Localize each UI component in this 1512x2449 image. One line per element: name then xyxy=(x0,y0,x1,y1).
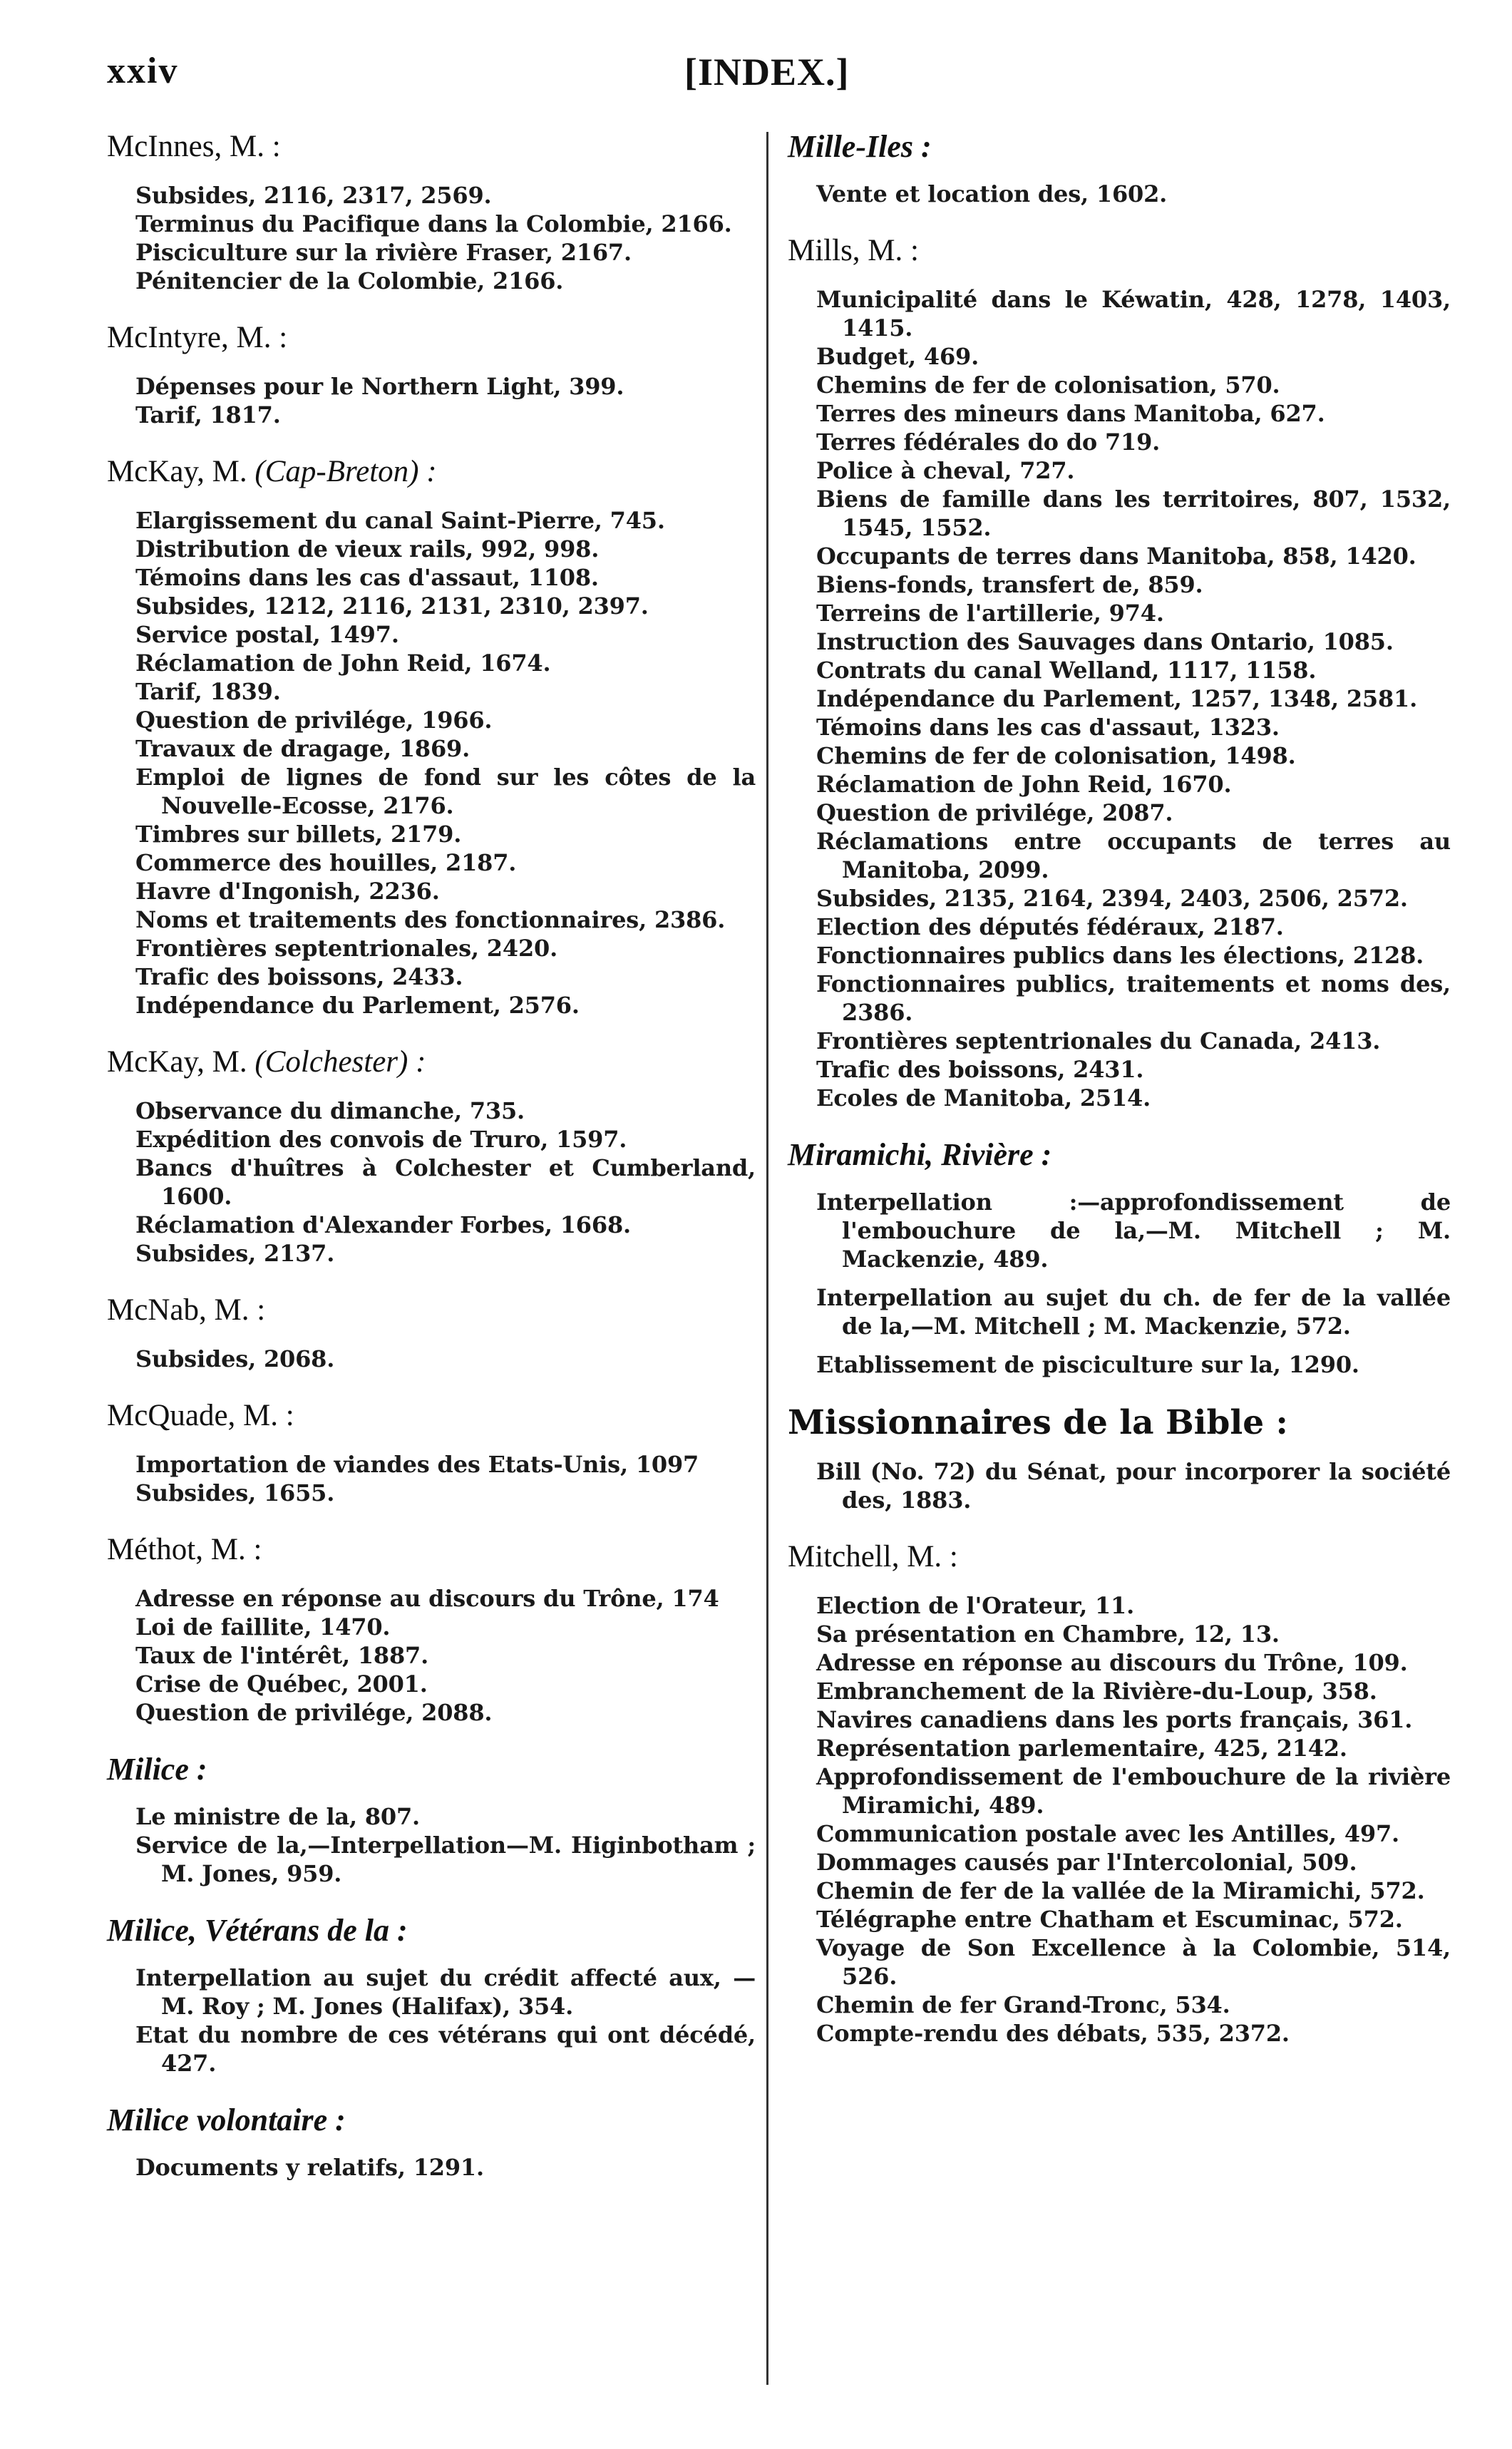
index-entry: Subsides, 2135, 2164, 2394, 2403, 2506, 2572. xyxy=(816,885,1408,912)
index-entry: Témoins dans les cas d'assaut, 1108. xyxy=(135,564,599,591)
index-entry: Interpellation au sujet du crédit affecté aux, —M. Roy ; M. Jones (Halifax), 354. xyxy=(135,1964,756,2020)
index-entry: Travaux de dragage, 1869. xyxy=(135,735,470,762)
index-entry: Election des députés fédéraux, 2187. xyxy=(816,913,1284,940)
index-entry: Noms et traitements des fonctionnaires, 2386. xyxy=(135,906,726,933)
index-heading xyxy=(788,1539,1451,1576)
index-entry: Subsides, 2116, 2317, 2569. xyxy=(135,182,492,209)
index-entry: Question de privilége, 2088. xyxy=(135,1699,493,1726)
index-heading xyxy=(107,2102,756,2139)
index-entry: Timbres sur billets, 2179. xyxy=(135,821,462,848)
index-entry: Communication postale avec les Antilles, 497. xyxy=(816,1820,1399,1847)
index-entry: Bill (No. 72) du Sénat, pour incorporer la société des, 1883. xyxy=(816,1458,1451,1514)
index-entry: Police à cheval, 727. xyxy=(816,457,1075,484)
index-heading xyxy=(788,1136,1451,1174)
index-entry: Fonctionnaires publics dans les élections, 2128. xyxy=(816,942,1424,969)
index-heading xyxy=(107,1397,756,1434)
index-entry: Terreins de l'artillerie, 974. xyxy=(816,600,1164,627)
index-heading xyxy=(788,128,1451,165)
index-entry: Trafic des boissons, 2431. xyxy=(816,1056,1144,1083)
right-column xyxy=(788,128,1451,2072)
index-entry: Trafic des boissons, 2433. xyxy=(135,963,463,990)
index-entry: Frontières septentrionales, 2420. xyxy=(135,935,558,962)
index-heading-text: Milice volontaire : xyxy=(107,2103,346,2137)
index-entry: Documents y relatifs, 1291. xyxy=(135,2154,484,2181)
index-entry: Vente et location des, 1602. xyxy=(816,180,1168,207)
index-entry: Question de privilége, 1966. xyxy=(135,707,493,734)
index-entry: Réclamation d'Alexander Forbes, 1668. xyxy=(135,1211,631,1238)
index-heading-text: McQuade, M. : xyxy=(107,1399,294,1432)
index-entry: Subsides, 1655. xyxy=(135,1479,335,1506)
index-entry: Terminus du Pacifique dans la Colombie, 2166. xyxy=(135,210,732,237)
index-entry: Sa présentation en Chambre, 12, 13. xyxy=(816,1621,1280,1648)
index-entry: Indépendance du Parlement, 2576. xyxy=(135,992,580,1019)
index-entry: Election de l'Orateur, 11. xyxy=(816,1592,1135,1619)
index-entry-list xyxy=(816,1591,1451,2048)
index-entry-list xyxy=(135,1584,756,1727)
index-entry: Dépenses pour le Northern Light, 399. xyxy=(135,373,624,400)
index-entry: Approfondissement de l'embouchure de la rivière Miramichi, 489. xyxy=(816,1763,1451,1819)
index-entry: Emploi de lignes de fond sur les côtes de la Nouvelle-Ecosse, 2176. xyxy=(135,764,756,819)
index-entry: Biens-fonds, transfert de, 859. xyxy=(816,571,1203,598)
index-entry: Chemin de fer Grand-Tronc, 534. xyxy=(816,1991,1230,2018)
index-entry: Occupants de terres dans Manitoba, 858, 1420. xyxy=(816,543,1416,570)
index-entry: Biens de famille dans les territoires, 807, 1532, 1545, 1552. xyxy=(816,486,1451,541)
index-heading-text: Milice : xyxy=(107,1752,207,1787)
index-heading xyxy=(107,453,756,491)
index-heading-riding: (Cap-Breton) : xyxy=(254,455,437,488)
index-entry: Compte-rendu des débats, 535, 2372. xyxy=(816,2020,1290,2047)
index-entry: Représentation parlementaire, 425, 2142. xyxy=(816,1735,1347,1762)
index-entry: Budget, 469. xyxy=(816,343,979,370)
page-title: [INDEX.] xyxy=(684,51,850,93)
index-entry: Indépendance du Parlement, 1257, 1348, 2581. xyxy=(816,685,1418,712)
index-entry: Réclamation de John Reid, 1674. xyxy=(135,650,551,677)
index-heading-text: McIntyre, M. : xyxy=(107,321,288,354)
index-heading-text: McNab, M. : xyxy=(107,1293,266,1327)
index-heading xyxy=(107,1751,756,1788)
index-entry: Observance du dimanche, 735. xyxy=(135,1097,525,1124)
page-header xyxy=(107,50,1447,107)
left-column xyxy=(107,128,756,2206)
index-heading xyxy=(107,1292,756,1329)
index-entry: Adresse en réponse au discours du Trône, 109. xyxy=(816,1649,1408,1676)
index-entry-list xyxy=(135,1097,756,1268)
column-divider xyxy=(766,132,768,2385)
index-entry: Crise de Québec, 2001. xyxy=(135,1670,428,1698)
index-entry: Distribution de vieux rails, 992, 998. xyxy=(135,535,600,563)
index-heading-text: Milice, Vétérans de la : xyxy=(107,1913,408,1948)
index-entry: Chemin de fer de la vallée de la Miramichi, 572. xyxy=(816,1877,1425,1904)
page-number: xxiv xyxy=(107,51,179,91)
index-entry: Chemins de fer de colonisation, 570. xyxy=(816,371,1280,399)
index-entry: Tarif, 1817. xyxy=(135,401,281,428)
index-entry: Tarif, 1839. xyxy=(135,678,281,705)
index-heading xyxy=(788,232,1451,269)
index-entry: Fonctionnaires publics, traitements et noms des, 2386. xyxy=(816,970,1451,1026)
index-entry: Ecoles de Manitoba, 2514. xyxy=(816,1084,1151,1111)
index-entry: Havre d'Ingonish, 2236. xyxy=(135,878,440,905)
index-entry: Instruction des Sauvages dans Ontario, 1085. xyxy=(816,628,1394,655)
index-entry: Bancs d'huîtres à Colchester et Cumberland, 1600. xyxy=(135,1154,756,1210)
index-entry: Télégraphe entre Chatham et Escuminac, 572. xyxy=(816,1906,1403,1933)
index-entry: Elargissement du canal Saint-Pierre, 745. xyxy=(135,507,665,534)
index-entry: Voyage de Son Excellence à la Colombie, 514, 526. xyxy=(816,1934,1451,1990)
index-entry: Service postal, 1497. xyxy=(135,621,399,648)
index-entry: Frontières septentrionales du Canada, 2413. xyxy=(816,1027,1381,1054)
index-entry: Question de privilége, 2087. xyxy=(816,799,1173,826)
index-entry: Interpellation au sujet du ch. de fer de la vallée de la,—M. Mitchell ; M. Mackenzie, 572. xyxy=(816,1284,1451,1340)
index-entry-list xyxy=(816,285,1451,1112)
index-entry: Embranchement de la Rivière-du-Loup, 358. xyxy=(816,1678,1377,1705)
index-entry: Pisciculture sur la rivière Fraser, 2167. xyxy=(135,239,632,266)
index-entry-list xyxy=(135,506,756,1020)
index-entry-list xyxy=(816,180,1451,208)
index-heading-text: Mitchell, M. : xyxy=(788,1540,958,1573)
index-heading xyxy=(107,1044,756,1081)
index-entry: Adresse en réponse au discours du Trône, 174 xyxy=(135,1585,719,1612)
index-entry: Etablissement de pisciculture sur la, 1290. xyxy=(816,1351,1359,1378)
index-heading xyxy=(107,128,756,165)
index-entry-list xyxy=(135,181,756,295)
index-heading-text: Missionnaires de la Bible : xyxy=(788,1403,1288,1442)
index-entry: Terres des mineurs dans Manitoba, 627. xyxy=(816,400,1325,427)
index-heading-text: McKay, M. xyxy=(107,1045,247,1079)
index-entry-list xyxy=(135,372,756,429)
index-entry: Réclamations entre occupants de terres au Manitoba, 2099. xyxy=(816,828,1451,883)
index-entry-list xyxy=(135,1963,756,2078)
index-entry: Expédition des convois de Truro, 1597. xyxy=(135,1126,627,1153)
index-entry-list xyxy=(816,1188,1451,1379)
index-entry-list xyxy=(135,1802,756,1888)
index-entry: Réclamation de John Reid, 1670. xyxy=(816,771,1232,798)
index-entry-list xyxy=(135,1345,756,1373)
index-entry: Etat du nombre de ces vétérans qui ont décédé, 427. xyxy=(135,2021,756,2077)
index-entry-list xyxy=(816,1457,1451,1514)
index-entry: Municipalité dans le Kéwatin, 428, 1278, 1403, 1415. xyxy=(816,286,1451,342)
index-entry: Service de la,—Interpellation—M. Higinbotham ; M. Jones, 959. xyxy=(135,1832,756,1887)
index-heading xyxy=(107,319,756,356)
index-heading xyxy=(107,1531,756,1569)
index-entry: Interpellation :—approfondissement de l'embouchure de la,—M. Mitchell ; M. Mackenzie, 489. xyxy=(816,1188,1451,1273)
index-entry-list xyxy=(135,2153,756,2182)
index-entry: Le ministre de la, 807. xyxy=(135,1803,420,1830)
index-heading-text: Miramichi, Rivière : xyxy=(788,1137,1052,1172)
index-heading xyxy=(788,1403,1451,1443)
index-entry: Témoins dans les cas d'assaut, 1323. xyxy=(816,714,1280,741)
index-entry: Chemins de fer de colonisation, 1498. xyxy=(816,742,1296,769)
index-heading-text: Méthot, M. : xyxy=(107,1533,262,1566)
index-entry: Contrats du canal Welland, 1117, 1158. xyxy=(816,657,1317,684)
index-heading-text: McKay, M. xyxy=(107,455,247,488)
index-entry: Taux de l'intérêt, 1887. xyxy=(135,1642,429,1669)
index-entry: Loi de faillite, 1470. xyxy=(135,1613,391,1641)
index-heading-text: Mills, M. : xyxy=(788,234,919,267)
index-heading-text: McInnes, M. : xyxy=(107,130,281,163)
index-entry: Subsides, 1212, 2116, 2131, 2310, 2397. xyxy=(135,592,649,620)
index-entry: Pénitencier de la Colombie, 2166. xyxy=(135,267,564,294)
index-entry: Subsides, 2137. xyxy=(135,1240,335,1267)
index-entry: Dommages causés par l'Intercolonial, 509. xyxy=(816,1849,1357,1876)
index-entry: Commerce des houilles, 2187. xyxy=(135,849,517,876)
index-entry: Terres fédérales do do 719. xyxy=(816,428,1161,456)
index-entry: Subsides, 2068. xyxy=(135,1345,335,1372)
index-heading xyxy=(107,1912,756,1949)
index-heading-riding: (Colchester) : xyxy=(254,1045,426,1079)
index-heading-text: Mille-Iles : xyxy=(788,129,932,164)
index-entry: Importation de viandes des Etats-Unis, 1097 xyxy=(135,1451,699,1478)
index-entry-list xyxy=(135,1450,756,1507)
index-entry: Navires canadiens dans les ports français, 361. xyxy=(816,1706,1413,1733)
